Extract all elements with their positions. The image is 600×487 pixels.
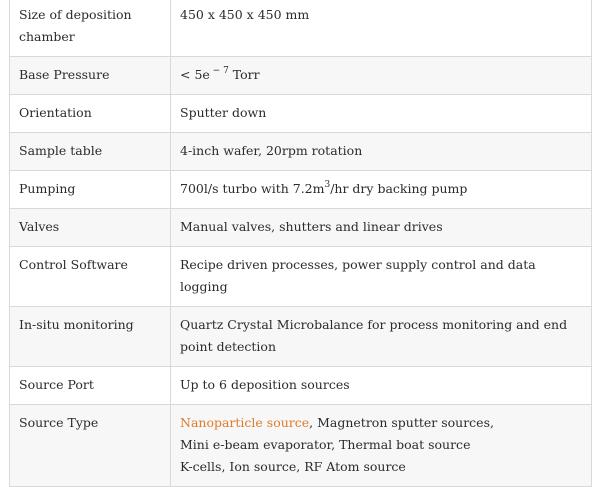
spec-label: Source Port (10, 367, 171, 405)
spec-value: Manual valves, shutters and linear drives (171, 209, 592, 247)
specifications-table (9, 0, 592, 487)
spec-label: Control Software (10, 247, 171, 307)
table-row (10, 0, 592, 57)
table-row (10, 57, 592, 95)
value-text-rest: /hr dry backing pump (330, 181, 468, 196)
value-text: , Magnetron sputter sources, (309, 415, 494, 430)
spec-value: 450 x 450 x 450 mm (171, 0, 592, 57)
value-text: 700l/s turbo with 7.2m (180, 181, 325, 196)
table-row (10, 95, 592, 133)
value-unit: Torr (228, 67, 260, 82)
value-text: Mini e-beam evaporator, Thermal boat source (180, 437, 471, 452)
spec-label: Sample table (10, 133, 171, 171)
spec-value (171, 171, 592, 209)
table-row (10, 171, 592, 209)
table-row (10, 209, 592, 247)
spec-label: Pumping (10, 171, 171, 209)
value-exponent: 3 (324, 179, 331, 190)
spec-label: Source Type (10, 405, 171, 487)
spec-label: Valves (10, 209, 171, 247)
spec-value (171, 57, 592, 95)
spec-value: 4-inch wafer, 20rpm rotation (171, 133, 592, 171)
table-row (10, 307, 592, 367)
table-row (10, 367, 592, 405)
table-row (10, 133, 592, 171)
spec-value: Up to 6 deposition sources (171, 367, 592, 405)
value-text: < 5e (180, 67, 210, 82)
table-row (10, 405, 592, 487)
table-row (10, 247, 592, 307)
spec-label: Orientation (10, 95, 171, 133)
value-exponent: − 7 (209, 65, 229, 76)
spec-label: In-situ monitoring (10, 307, 171, 367)
spec-label: Size of deposition chamber (10, 0, 171, 57)
spec-label: Base Pressure (10, 57, 171, 95)
value-text: K-cells, Ion source, RF Atom source (180, 459, 406, 474)
spec-value (171, 405, 592, 487)
spec-value: Sputter down (171, 95, 592, 133)
spec-value: Recipe driven processes, power supply control and data logging (171, 247, 592, 307)
spec-value: Quartz Crystal Microbalance for process monitoring and end point detection (171, 307, 592, 367)
nanoparticle-source-link[interactable]: Nanoparticle source (180, 415, 310, 430)
